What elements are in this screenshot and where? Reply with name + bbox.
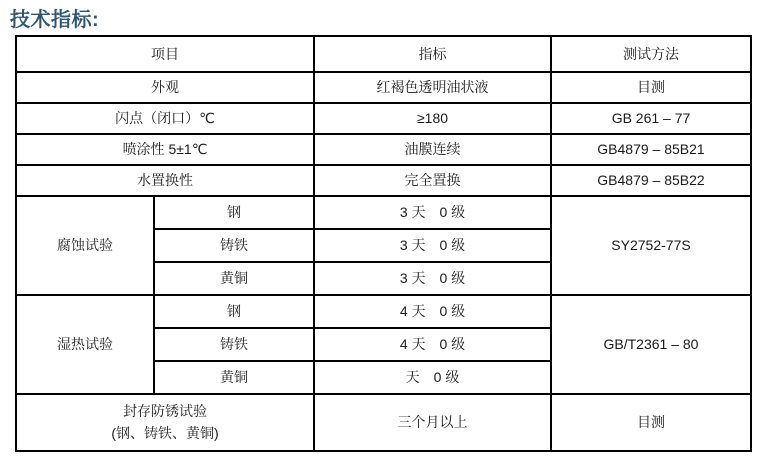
- cell-damp-heat-steel-spec: 4 天 0 级: [314, 295, 551, 328]
- page-title: 技术指标:: [10, 9, 100, 31]
- cell-corrosion-brass-spec: 3 天 0 级: [314, 262, 551, 295]
- cell-corrosion-cast-iron-material: 铸铁: [154, 229, 314, 262]
- cell-water-displacement-spec: 完全置换: [314, 165, 551, 196]
- spec-table: [15, 35, 752, 452]
- table-row-flash-point: [16, 103, 751, 134]
- cell-appearance-spec: 红褐色透明油状液: [314, 72, 551, 103]
- cell-corrosion-steel-spec: 3 天 0 级: [314, 196, 551, 229]
- cell-corrosion-method: SY2752-77S: [551, 196, 751, 295]
- cell-damp-heat-steel-material: 钢: [154, 295, 314, 328]
- table-row-sprayability: [16, 134, 751, 165]
- cell-appearance-method: 目测: [551, 72, 751, 103]
- cell-damp-heat-brass-material: 黄铜: [154, 361, 314, 394]
- cell-sprayability-item: 喷涂性 5±1℃: [16, 134, 314, 165]
- cell-sealed-rust-item-line1: 封存防锈试验: [123, 402, 207, 419]
- cell-sprayability-spec: 油膜连续: [314, 134, 551, 165]
- table-row-water-displacement: [16, 165, 751, 196]
- table-header-row: [16, 36, 751, 72]
- table-row-appearance: [16, 72, 751, 103]
- cell-sprayability-method: GB4879 – 85B21: [551, 134, 751, 165]
- cell-water-displacement-item: 水置换性: [16, 165, 314, 196]
- cell-damp-heat-cast-iron-spec: 4 天 0 级: [314, 328, 551, 361]
- cell-water-displacement-method: GB4879 – 85B22: [551, 165, 751, 196]
- cell-flash-point-spec: ≥180: [314, 103, 551, 134]
- cell-damp-heat-brass-spec: 天 0 级: [314, 361, 551, 394]
- cell-corrosion-steel-material: 钢: [154, 196, 314, 229]
- cell-damp-heat-group: 湿热试验: [16, 295, 154, 394]
- table-row-corrosion-steel: [16, 196, 751, 229]
- cell-flash-point-method: GB 261 – 77: [551, 103, 751, 134]
- cell-sealed-rust-spec: 三个月以上: [314, 394, 551, 451]
- cell-appearance-item: 外观: [16, 72, 314, 103]
- cell-corrosion-cast-iron-spec: 3 天 0 级: [314, 229, 551, 262]
- header-cell-item: 项目: [16, 36, 314, 72]
- cell-sealed-rust-item: [16, 394, 314, 451]
- cell-corrosion-brass-material: 黄铜: [154, 262, 314, 295]
- table-row-damp-heat-steel: [16, 295, 751, 328]
- header-cell-spec: 指标: [314, 36, 551, 72]
- cell-corrosion-group: 腐蚀试验: [16, 196, 154, 295]
- cell-sealed-rust-method: 目测: [551, 394, 751, 451]
- header-cell-method: 测试方法: [551, 36, 751, 72]
- cell-damp-heat-cast-iron-material: 铸铁: [154, 328, 314, 361]
- cell-flash-point-item: 闪点（闭口）℃: [16, 103, 314, 134]
- table-row-sealed-rust: [16, 394, 751, 451]
- cell-damp-heat-method: GB/T2361 – 80: [551, 295, 751, 394]
- cell-sealed-rust-item-line2: (钢、铸铁、黄铜): [111, 424, 219, 441]
